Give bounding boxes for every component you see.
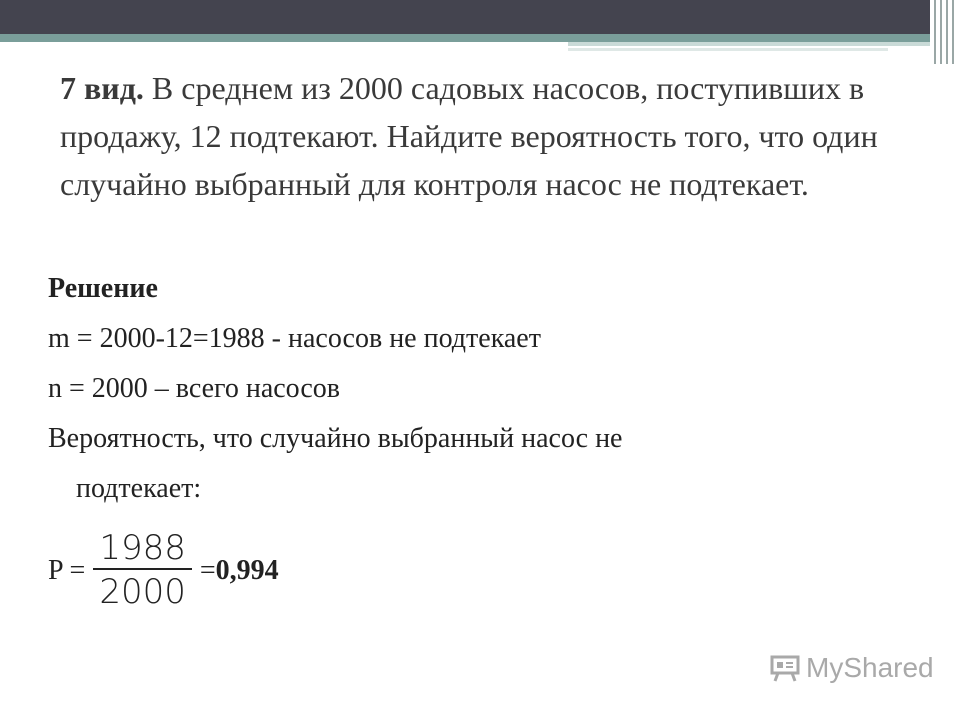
accent-stripe: [0, 34, 930, 42]
accent-stripe-light: [568, 42, 930, 46]
line-n: n = 2000 – всего насосов: [48, 373, 341, 404]
problem-statement: [60, 64, 900, 208]
watermark-text: MyShared: [806, 652, 934, 683]
watermark: [770, 652, 934, 684]
line-probability-cont: подтекает:: [76, 473, 202, 504]
formula-lhs: P =: [48, 555, 86, 586]
fraction: [93, 528, 192, 614]
top-bar: [0, 0, 930, 34]
line-m: m = 2000-12=1988 - насосов не подтекает: [48, 323, 541, 354]
formula-result: 0,994: [215, 555, 279, 586]
solution-heading: Решение: [48, 273, 158, 304]
line-probability: Вероятность, что случайно выбранный насос не: [48, 423, 623, 454]
problem-text: В среднем из 2000 садовых насосов, поступивших в продажу, 12 подтекают. Найдите вероятность того, что один случайно выбранный для контроля насос не подтекает.: [60, 70, 878, 202]
formula-equals: =: [199, 555, 216, 586]
probability-formula: [48, 528, 279, 614]
accent-stripe-lighter: [568, 48, 888, 51]
fraction-denominator: 2000: [99, 572, 186, 612]
presentation-board-icon: [770, 654, 800, 682]
problem-number: 7 вид.: [60, 70, 144, 106]
fraction-numerator: 1988: [99, 528, 186, 568]
solution-block: [48, 264, 908, 514]
side-decoration: [932, 0, 956, 64]
